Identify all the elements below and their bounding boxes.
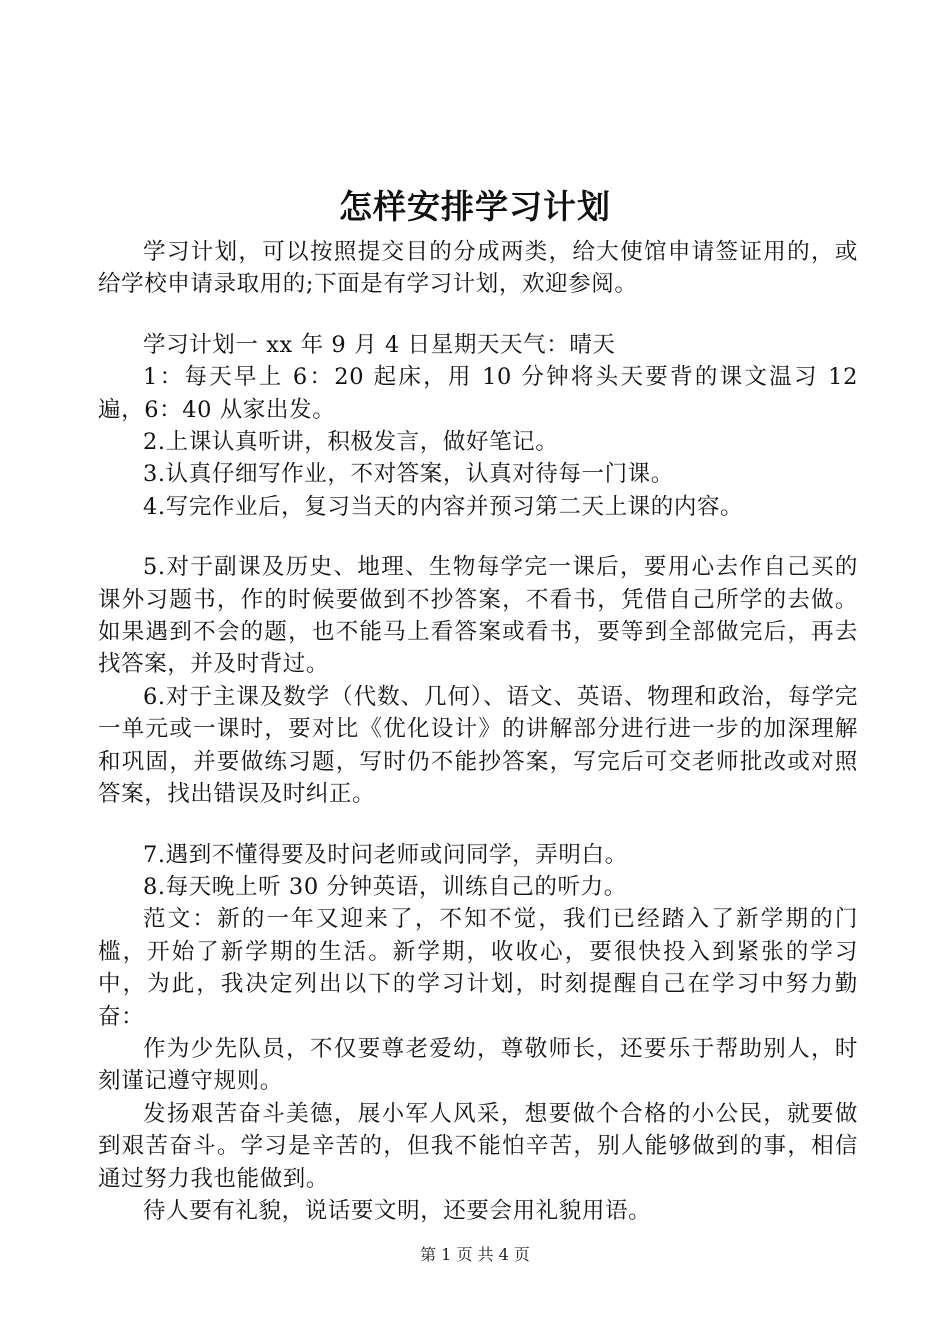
plan-item-1: 1：每天早上 6：20 起床，用 10 分钟将头天要背的课文温习 12 遍，6：40 从家出发。 [98, 364, 858, 423]
plan-item-8: 8.每天晚上听 30 分钟英语，训练自己的听力。 [143, 873, 627, 900]
plan-item-3: 3.认真仔细写作业，不对答案，认真对待每一门课。 [143, 461, 674, 488]
essay-paragraph-4: 待人要有礼貌，说话要文明，还要会用礼貌用语。 [143, 1197, 652, 1224]
sample-essay-paragraph: 范文：新的一年又迎来了，不知不觉，我们已经踏入了新学期的门槛，开始了新学期的生活。新学期，收收心，要很快投入到紧张的学习中，为此，我决定列出以下的学习计划，时刻提醒自己在学习中努力勤奋： [98, 906, 858, 1030]
essay-paragraph-3: 发扬艰苦奋斗美德，展小军人风采，想要做个合格的小公民，就要做到艰苦奋斗。学习是辛苦的，但我不能怕辛苦，别人能够做到的事，相信通过努力我也能做到。 [98, 1100, 858, 1192]
plan-item-5: 5.对于副课及历史、地理、生物每学完一课后，要用心去作自己买的课外习题书，作的时候要做到不抄答案，不看书，凭借自己所学的去做。如果遇到不会的题，也不能马上看答案或看书，要等到全部做完后，再去找答案，并及时背过。 [98, 554, 858, 678]
page-footer: 第 1 页 共 4 页 [420, 1245, 530, 1264]
plan-item-6: 6.对于主课及数学（代数、几何）、语文、英语、物理和政治，每学完一单元或一课时，要对比《优化设计》的讲解部分进行进一步的加深理解和巩固，并要做练习题，写时仍不能抄答案，写完后可交老师批改或对照答案，找出错误及时纠正。 [98, 683, 858, 808]
intro-paragraph: 学习计划，可以按照提交目的分成两类，给大使馆申请签证用的，或给学校申请录取用的;下面是有学习计划，欢迎参阅。 [98, 239, 858, 298]
plan-item-2: 2.上课认真听讲，积极发言，做好笔记。 [143, 429, 559, 456]
document-body [98, 236, 858, 1227]
plan-item-7: 7.遇到不懂得要及时问老师或问同学，弄明白。 [143, 841, 628, 868]
document-title: 怎样安排学习计划 [339, 187, 611, 226]
plan-heading-paragraph: 学习计划一 xx 年 9 月 4 日星期天天气：晴天 [143, 331, 616, 358]
essay-paragraph-2: 作为少先队员，不仅要尊老爱幼，尊敬师长，还要乐于帮助别人，时刻谨记遵守规则。 [98, 1035, 858, 1095]
plan-item-4: 4.写完作业后，复习当天的内容并预习第二天上课的内容。 [143, 493, 744, 520]
